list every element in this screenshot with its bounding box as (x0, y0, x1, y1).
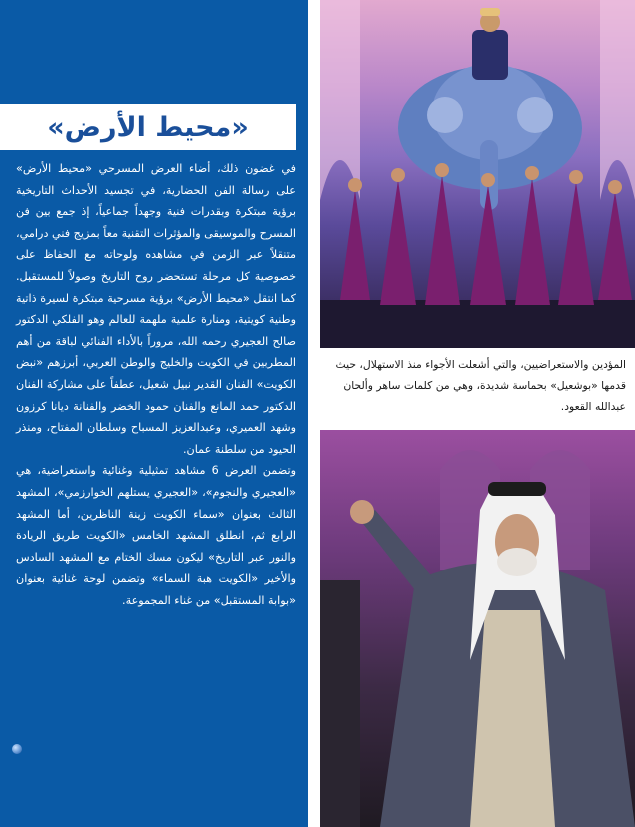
article-paragraph-1: في غضون ذلك، أضاء العرض المسرحي «محيط الأرض» على رسالة الفن الحضارية، في تجسيد الأحداث التاريخية برؤية مبتكرة وبقدرات فنية وجهداً جماعياً، إذ جمع بين فن المسرح والموسيقى والمؤثرات التقنية معاً بمزيج فني درامي، متنقلاً عبر الزمن في مشاهده ولوحاته مع الحفاظ على خصوصية كل مرحلة تستحضر روح التاريخ وصولاً للمستقبل. كما انتقل «محيط الأرض» برؤية مسرحية مبتكرة لسيرة ذاتية وطنية كويتية، ومنارة علمية ملهمة للعالم وهو الفلكي الدكتور صالح العجيري رحمه الله، مروراً بالأداء الفنائي لباقة من أهم المطربين في الكويت والخليج والوطن العربي، أبرزهم «نبض الكويت» الفنان القدير نبيل شعيل، عطفاً على مشاركة الفنان الدكتور حمد المانع والفنان حمود الخضر والفنانة ديانا كرزون وشهد العميري، وعبدالعزيز المسباح وسلطان المفتاح، ومنذر الحيود من سلطنة عمان. (16, 162, 296, 456)
photo-actor-performer (320, 430, 635, 827)
photo-dancers-illustration (320, 0, 635, 348)
article-column (0, 0, 308, 827)
section-heading-box (0, 104, 296, 150)
decorative-dot (12, 744, 22, 754)
photo-caption (326, 354, 626, 417)
photo-caption-text: المؤدين والاستعراضيين، والتي أشعلت الأجواء منذ الاستهلال، حيث قدمها «بوشعيل» بحماسة شديدة، وهي من كلمات ساهر وألحان عبدالله القعود. (335, 358, 626, 413)
photo-dancers-elephant (320, 0, 635, 348)
photo-actor-illustration (320, 430, 635, 827)
section-title: «محيط الأرض» (47, 111, 249, 143)
article-paragraph-2: وتضمن العرض 6 مشاهد تمثيلية وغنائية واستعراضية، هي «العجيري والنجوم»، «العجيري يستلهم الخوارزمي»، المشهد الثالث بعنوان «سماء الكويت زينة الناظرين، أما المشهد الرابع ثم، انطلق المشهد الخامس «الكويت طريق الريادة والنور عبر التاريخ» ليكون مسك الختام مع المشهد السادس والأخير «الكويت هبة السماء» وتضمن لوحة غنائية بعنوان «بوابة المستقبل» من غناء المجموعة. (16, 464, 296, 607)
article-body (16, 158, 296, 611)
